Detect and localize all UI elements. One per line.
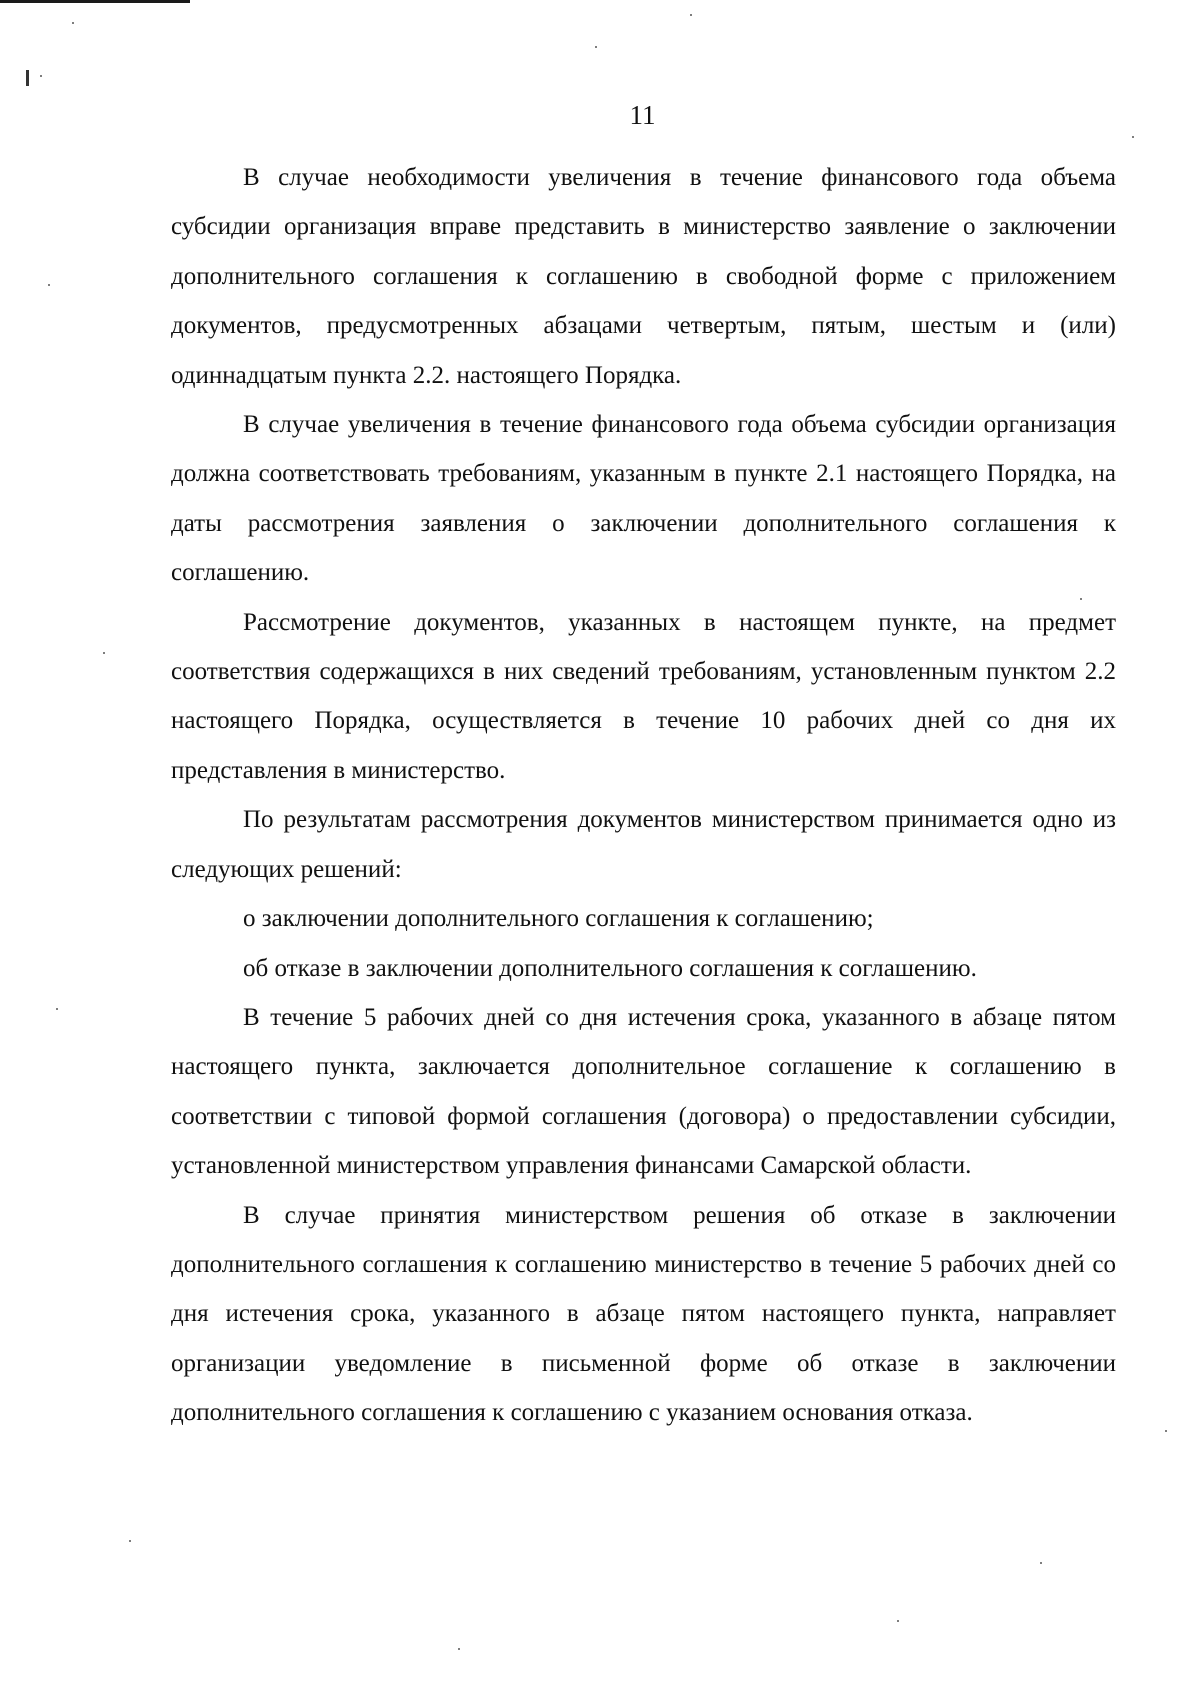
scan-speck: [1080, 598, 1082, 600]
scan-speck: [595, 46, 597, 48]
document-body: [171, 153, 1116, 1438]
paragraph: В случае необходимости увеличения в течение финансового года объема субсидии организация вправе представить в министерство заявление о заключении дополнительного соглашения к соглашению в свободной форме с приложением документов, предусмотренных абзацами четвертым, пятым, шестым и (или) одиннадцатым пункта 2.2. настоящего Порядка.: [171, 164, 1116, 389]
scan-speck: [48, 284, 50, 286]
list-item: о заключении дополнительного соглашения к соглашению;: [243, 905, 874, 933]
scan-speck: [1165, 1430, 1167, 1432]
scan-speck: [690, 14, 692, 16]
paragraph: В случае увеличения в течение финансового года объема субсидии организация должна соответствовать требованиям, указанным в пункте 2.1 настоящего Порядка, на даты рассмотрения заявления о заключении дополнительного соглашения к соглашению.: [171, 411, 1116, 587]
page-number: 11: [629, 100, 656, 130]
list-item: об отказе в заключении дополнительного соглашения к соглашению.: [243, 954, 977, 982]
scan-speck: [1132, 136, 1134, 138]
scan-speck: [458, 1648, 460, 1650]
scan-edge-mark: [0, 0, 190, 3]
paragraph: В течение 5 рабочих дней со дня истечения срока, указанного в абзаце пятом настоящего пункта, заключается дополнительное соглашение к соглашению в соответствии с типовой формой соглашения (договора) о предоставлении субсидии, установленной министерством управления финансами Самарской области.: [171, 1003, 1116, 1180]
scan-edge-mark: [26, 70, 29, 86]
paragraph: Рассмотрение документов, указанных в настоящем пункте, на предмет соответствия содержащихся в них сведений требованиям, установленным пунктом 2.2 настоящего Порядка, осуществляется в течение 10 рабочих дней со дня их представления в министерство.: [171, 608, 1116, 784]
scan-speck: [129, 1540, 131, 1542]
scan-speck: [1040, 1562, 1042, 1564]
paragraph: В случае принятия министерством решения об отказе в заключении дополнительного соглашения к соглашению министерство в течение 5 рабочих дней со дня истечения срока, указанного в абзаце пятом настоящего пункта, направляет организации уведомление в письменной форме об отказе в заключении дополнительного соглашения к соглашению с указанием основания отказа.: [171, 1201, 1116, 1427]
paragraph: По результатам рассмотрения документов министерством принимается одно из следующих решений:: [171, 806, 1116, 883]
scan-speck: [40, 75, 42, 77]
scan-speck: [897, 1620, 899, 1622]
scan-speck: [56, 1008, 58, 1010]
scan-speck: [103, 652, 105, 654]
scan-speck: [72, 22, 74, 24]
